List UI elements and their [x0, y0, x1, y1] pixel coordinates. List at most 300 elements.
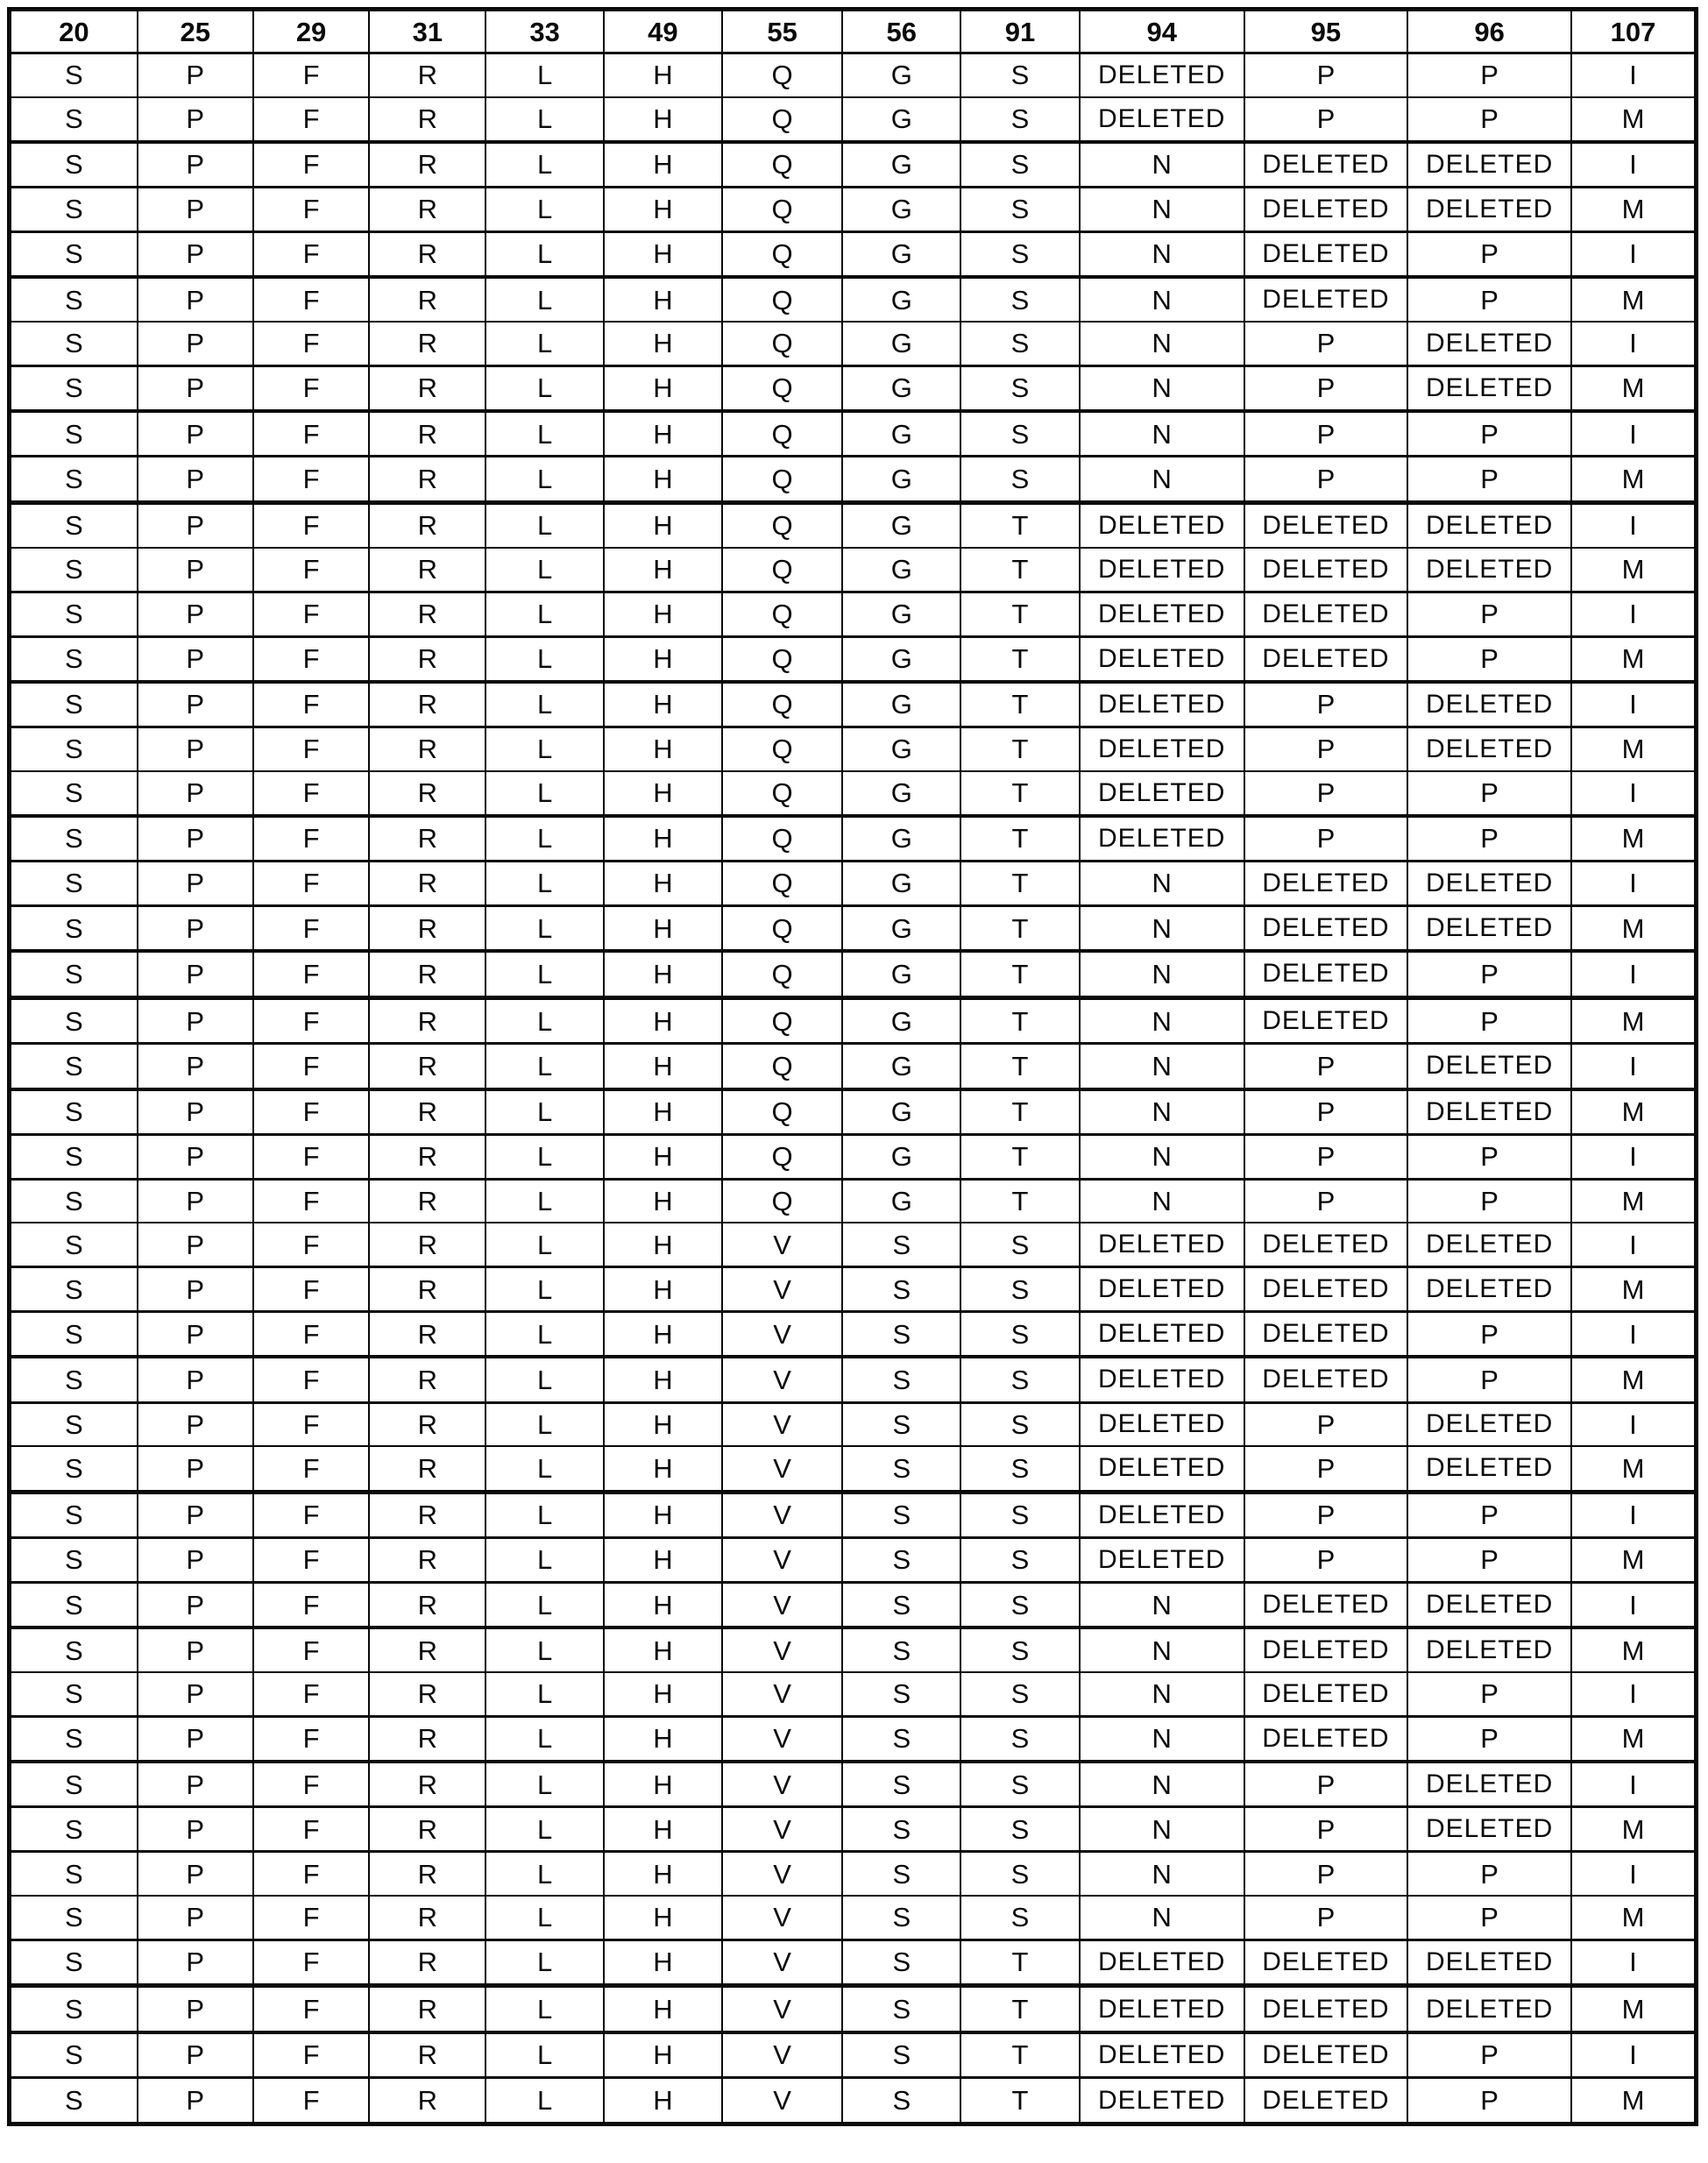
table-cell: G [842, 53, 960, 97]
table-cell: S [10, 951, 138, 997]
table-cell: S [842, 1672, 960, 1716]
table-cell: R [369, 1762, 485, 1807]
table-header [10, 10, 1697, 53]
table-cell: R [369, 2078, 485, 2124]
table-cell: L [485, 1582, 604, 1628]
table-cell: G [842, 997, 960, 1043]
column-header: 95 [1244, 10, 1408, 53]
table-cell: Q [722, 636, 843, 682]
table-cell: I [1571, 1134, 1697, 1179]
table-cell: R [369, 1896, 485, 1940]
table-cell: L [485, 411, 604, 457]
table-cell: DELETED [1080, 1446, 1244, 1492]
table-cell: P [1244, 816, 1408, 862]
table-cell: F [253, 502, 370, 548]
table-cell: F [253, 1312, 370, 1358]
table-cell: H [604, 1223, 722, 1266]
table-cell: DELETED [1080, 1267, 1244, 1312]
table-row [10, 1852, 1697, 1896]
table-cell: DELETED [1244, 1986, 1408, 2032]
table-cell: P [1244, 365, 1408, 411]
table-cell: S [842, 1940, 960, 1985]
table-cell: N [1080, 231, 1244, 277]
table-cell: S [10, 2032, 138, 2078]
table-cell: L [485, 1223, 604, 1266]
table-cell: S [10, 1582, 138, 1628]
table-cell: P [138, 816, 253, 862]
table-row [10, 97, 1697, 142]
table-cell: P [1407, 457, 1571, 502]
table-cell: F [253, 1852, 370, 1896]
table-cell: R [369, 727, 485, 771]
table-cell: F [253, 97, 370, 142]
table-cell: R [369, 951, 485, 997]
table-cell: F [253, 1089, 370, 1135]
table-cell: Q [722, 53, 843, 97]
table-cell: F [253, 1267, 370, 1312]
table-cell: F [253, 771, 370, 816]
table-cell: F [253, 231, 370, 277]
table-cell: P [1244, 1089, 1408, 1135]
table-cell: R [369, 187, 485, 231]
table-cell: I [1571, 322, 1697, 365]
table-cell: H [604, 1940, 722, 1985]
table-cell: DELETED [1080, 682, 1244, 727]
table-cell: P [138, 1896, 253, 1940]
table-row [10, 1582, 1697, 1628]
table-cell: G [842, 187, 960, 231]
table-cell: M [1571, 1179, 1697, 1223]
table-cell: V [722, 1852, 843, 1896]
table-cell: Q [722, 592, 843, 636]
table-cell: M [1571, 277, 1697, 322]
table-cell: DELETED [1407, 502, 1571, 548]
table-cell: H [604, 1807, 722, 1852]
table-cell: F [253, 1762, 370, 1807]
table-cell: P [138, 365, 253, 411]
table-cell: Q [722, 365, 843, 411]
table-cell: P [138, 187, 253, 231]
table-cell: S [960, 1223, 1080, 1266]
column-header: 94 [1080, 10, 1244, 53]
table-cell: T [960, 1179, 1080, 1223]
table-cell: R [369, 2032, 485, 2078]
table-cell: P [1244, 1807, 1408, 1852]
table-cell: S [10, 1357, 138, 1402]
table-cell: Q [722, 682, 843, 727]
table-cell: R [369, 816, 485, 862]
table-cell: Q [722, 771, 843, 816]
table-cell: M [1571, 1896, 1697, 1940]
table-row [10, 1716, 1697, 1762]
table-cell: I [1571, 861, 1697, 905]
table-cell: S [960, 1628, 1080, 1672]
table-cell: S [10, 187, 138, 231]
table-row [10, 1762, 1697, 1807]
table-cell: S [10, 1312, 138, 1358]
table-cell: M [1571, 2078, 1697, 2124]
table-cell: P [138, 548, 253, 592]
table-cell: F [253, 2032, 370, 2078]
table-cell: Q [722, 861, 843, 905]
table-cell: P [1244, 1044, 1408, 1089]
table-cell: S [10, 861, 138, 905]
table-cell: P [138, 592, 253, 636]
table-cell: P [1407, 816, 1571, 862]
table-cell: G [842, 592, 960, 636]
table-cell: N [1080, 1134, 1244, 1179]
table-cell: R [369, 1807, 485, 1852]
table-cell: V [722, 1446, 843, 1492]
table-cell: M [1571, 1628, 1697, 1672]
table-cell: I [1571, 231, 1697, 277]
table-cell: S [10, 1672, 138, 1716]
table-cell: P [138, 861, 253, 905]
table-cell: L [485, 1672, 604, 1716]
table-cell: DELETED [1244, 231, 1408, 277]
table-cell: M [1571, 187, 1697, 231]
table-cell: L [485, 322, 604, 365]
table-cell: S [10, 365, 138, 411]
table-cell: Q [722, 187, 843, 231]
table-cell: F [253, 1134, 370, 1179]
table-cell: DELETED [1244, 1267, 1408, 1312]
table-cell: R [369, 1672, 485, 1716]
table-cell: DELETED [1407, 905, 1571, 951]
table-cell: R [369, 1492, 485, 1537]
table-cell: DELETED [1244, 2078, 1408, 2124]
table-cell: Q [722, 997, 843, 1043]
table-row [10, 1940, 1697, 1985]
table-cell: P [1407, 951, 1571, 997]
table-cell: P [138, 1267, 253, 1312]
table-cell: T [960, 771, 1080, 816]
table-cell: R [369, 1446, 485, 1492]
table-cell: DELETED [1407, 1089, 1571, 1135]
table-cell: M [1571, 727, 1697, 771]
table-cell: T [960, 1940, 1080, 1985]
table-cell: L [485, 53, 604, 97]
table-cell: DELETED [1080, 816, 1244, 862]
table-cell: Q [722, 502, 843, 548]
table-cell: M [1571, 636, 1697, 682]
table-cell: V [722, 2032, 843, 2078]
table-row [10, 1223, 1697, 1266]
table-body [10, 53, 1697, 2124]
table-cell: L [485, 861, 604, 905]
table-cell: R [369, 1267, 485, 1312]
table-cell: DELETED [1407, 1044, 1571, 1089]
table-cell: R [369, 365, 485, 411]
table-cell: V [722, 1762, 843, 1807]
table-row [10, 1672, 1697, 1716]
table-cell: P [138, 682, 253, 727]
table-cell: M [1571, 1537, 1697, 1582]
table-cell: F [253, 1807, 370, 1852]
table-cell: I [1571, 142, 1697, 188]
table-cell: F [253, 53, 370, 97]
table-cell: P [1244, 457, 1408, 502]
table-cell: R [369, 771, 485, 816]
column-header: 107 [1571, 10, 1697, 53]
table-cell: DELETED [1407, 1628, 1571, 1672]
table-cell: G [842, 771, 960, 816]
table-cell: T [960, 951, 1080, 997]
table-cell: H [604, 1896, 722, 1940]
table-cell: DELETED [1407, 548, 1571, 592]
table-cell: S [10, 1267, 138, 1312]
table-cell: P [138, 97, 253, 142]
table-row [10, 1357, 1697, 1402]
table-cell: R [369, 1716, 485, 1762]
table-cell: DELETED [1407, 365, 1571, 411]
table-cell: G [842, 682, 960, 727]
table-cell: P [1244, 1537, 1408, 1582]
column-header: 20 [10, 10, 138, 53]
table-cell: H [604, 636, 722, 682]
table-cell: DELETED [1080, 2032, 1244, 2078]
table-row [10, 997, 1697, 1043]
table-cell: L [485, 997, 604, 1043]
table-cell: F [253, 365, 370, 411]
table-row [10, 457, 1697, 502]
table-cell: L [485, 1852, 604, 1896]
table-cell: N [1080, 951, 1244, 997]
table-cell: DELETED [1407, 1940, 1571, 1985]
table-cell: L [485, 2032, 604, 2078]
table-row [10, 2078, 1697, 2124]
table-cell: P [138, 1582, 253, 1628]
table-cell: DELETED [1244, 1582, 1408, 1628]
table-cell: R [369, 277, 485, 322]
table-cell: F [253, 1492, 370, 1537]
table-cell: L [485, 1179, 604, 1223]
table-row [10, 592, 1697, 636]
table-cell: P [1407, 2078, 1571, 2124]
table-cell: F [253, 816, 370, 862]
table-cell: DELETED [1080, 1537, 1244, 1582]
table-cell: P [138, 2032, 253, 2078]
table-cell: H [604, 1762, 722, 1807]
table-cell: V [722, 1986, 843, 2032]
table-cell: P [1407, 53, 1571, 97]
table-row [10, 502, 1697, 548]
table-cell: DELETED [1080, 502, 1244, 548]
table-cell: H [604, 997, 722, 1043]
table-cell: H [604, 2032, 722, 2078]
table-cell: F [253, 727, 370, 771]
table-cell: DELETED [1080, 1357, 1244, 1402]
table-row [10, 2032, 1697, 2078]
table-cell: V [722, 1672, 843, 1716]
table-cell: F [253, 187, 370, 231]
table-cell: L [485, 1357, 604, 1402]
table-cell: S [960, 1312, 1080, 1358]
table-cell: P [138, 277, 253, 322]
table-cell: T [960, 905, 1080, 951]
table-cell: P [138, 53, 253, 97]
table-cell: DELETED [1244, 1223, 1408, 1266]
table-row [10, 1446, 1697, 1492]
table-cell: Q [722, 816, 843, 862]
table-cell: N [1080, 142, 1244, 188]
table-cell: L [485, 1807, 604, 1852]
table-row [10, 365, 1697, 411]
table-cell: H [604, 1446, 722, 1492]
table-cell: H [604, 548, 722, 592]
table-cell: S [842, 1402, 960, 1446]
table-cell: S [10, 1762, 138, 1807]
column-header: 33 [485, 10, 604, 53]
table-cell: P [1407, 1672, 1571, 1716]
table-cell: H [604, 2078, 722, 2124]
table-cell: G [842, 365, 960, 411]
table-cell: P [1244, 1446, 1408, 1492]
table-cell: V [722, 1223, 843, 1266]
table-cell: S [10, 53, 138, 97]
table-cell: DELETED [1244, 1628, 1408, 1672]
table-cell: DELETED [1080, 97, 1244, 142]
table-cell: Q [722, 142, 843, 188]
table-cell: P [1407, 1537, 1571, 1582]
table-cell: F [253, 682, 370, 727]
table-cell: G [842, 727, 960, 771]
table-cell: L [485, 1896, 604, 1940]
table-cell: N [1080, 1179, 1244, 1223]
column-header: 91 [960, 10, 1080, 53]
table-cell: L [485, 365, 604, 411]
table-cell: H [604, 1582, 722, 1628]
table-cell: DELETED [1080, 727, 1244, 771]
table-cell: T [960, 1134, 1080, 1179]
table-cell: P [1407, 277, 1571, 322]
table-cell: V [722, 1492, 843, 1537]
table-cell: S [10, 905, 138, 951]
table-cell: F [253, 997, 370, 1043]
table-cell: R [369, 1134, 485, 1179]
table-cell: G [842, 411, 960, 457]
table-cell: DELETED [1244, 187, 1408, 231]
table-cell: S [10, 1446, 138, 1492]
table-cell: S [10, 1986, 138, 2032]
table-cell: T [960, 636, 1080, 682]
table-cell: H [604, 411, 722, 457]
table-cell: H [604, 1986, 722, 2032]
table-cell: H [604, 1357, 722, 1402]
table-cell: P [1407, 997, 1571, 1043]
table-cell: Q [722, 1179, 843, 1223]
table-cell: N [1080, 457, 1244, 502]
table-cell: S [10, 1537, 138, 1582]
table-cell: V [722, 1716, 843, 1762]
table-cell: S [960, 231, 1080, 277]
table-cell: S [10, 727, 138, 771]
table-cell: H [604, 861, 722, 905]
table-cell: F [253, 1628, 370, 1672]
table-cell: S [10, 1628, 138, 1672]
table-cell: DELETED [1244, 2032, 1408, 2078]
table-cell: S [960, 1852, 1080, 1896]
table-cell: S [10, 322, 138, 365]
table-cell: P [138, 322, 253, 365]
table-cell: R [369, 1986, 485, 2032]
table-cell: P [138, 1312, 253, 1358]
table-cell: F [253, 277, 370, 322]
table-cell: G [842, 1179, 960, 1223]
table-cell: H [604, 1537, 722, 1582]
table-cell: I [1571, 2032, 1697, 2078]
table-cell: H [604, 53, 722, 97]
table-cell: P [138, 2078, 253, 2124]
table-cell: H [604, 1312, 722, 1358]
table-cell: DELETED [1407, 1223, 1571, 1266]
table-cell: P [1407, 1179, 1571, 1223]
table-cell: S [842, 1223, 960, 1266]
table-cell: M [1571, 457, 1697, 502]
table-cell: P [138, 636, 253, 682]
table-cell: S [960, 1357, 1080, 1402]
table-row [10, 682, 1697, 727]
table-cell: P [1407, 1357, 1571, 1402]
table-cell: H [604, 1716, 722, 1762]
table-cell: G [842, 548, 960, 592]
table-cell: S [10, 1089, 138, 1135]
table-cell: L [485, 502, 604, 548]
table-cell: S [960, 142, 1080, 188]
table-cell: N [1080, 322, 1244, 365]
table-cell: R [369, 1537, 485, 1582]
table-cell: S [960, 1402, 1080, 1446]
table-cell: Q [722, 1134, 843, 1179]
table-cell: S [842, 1986, 960, 2032]
table-cell: S [10, 816, 138, 862]
table-cell: S [842, 1446, 960, 1492]
table-cell: P [138, 1672, 253, 1716]
table-cell: L [485, 1762, 604, 1807]
table-row [10, 187, 1697, 231]
table-cell: G [842, 231, 960, 277]
table-cell: N [1080, 1089, 1244, 1135]
column-header: 25 [138, 10, 253, 53]
table-cell: S [842, 1852, 960, 1896]
table-cell: F [253, 951, 370, 997]
table-cell: H [604, 816, 722, 862]
table-cell: G [842, 142, 960, 188]
table-cell: I [1571, 53, 1697, 97]
table-cell: L [485, 1044, 604, 1089]
table-cell: L [485, 1716, 604, 1762]
table-row [10, 1134, 1697, 1179]
table-cell: N [1080, 1762, 1244, 1807]
table-cell: I [1571, 502, 1697, 548]
table-cell: S [960, 1896, 1080, 1940]
table-row [10, 53, 1697, 97]
table-cell: F [253, 2078, 370, 2124]
table-cell: DELETED [1244, 548, 1408, 592]
table-cell: R [369, 1179, 485, 1223]
table-cell: Q [722, 231, 843, 277]
table-cell: V [722, 2078, 843, 2124]
table-cell: P [138, 1134, 253, 1179]
table-cell: S [10, 1852, 138, 1896]
table-row [10, 1267, 1697, 1312]
table-cell: M [1571, 548, 1697, 592]
table-cell: R [369, 231, 485, 277]
table-cell: N [1080, 365, 1244, 411]
table-cell: I [1571, 1044, 1697, 1089]
table-cell: I [1571, 951, 1697, 997]
table-cell: H [604, 1672, 722, 1716]
